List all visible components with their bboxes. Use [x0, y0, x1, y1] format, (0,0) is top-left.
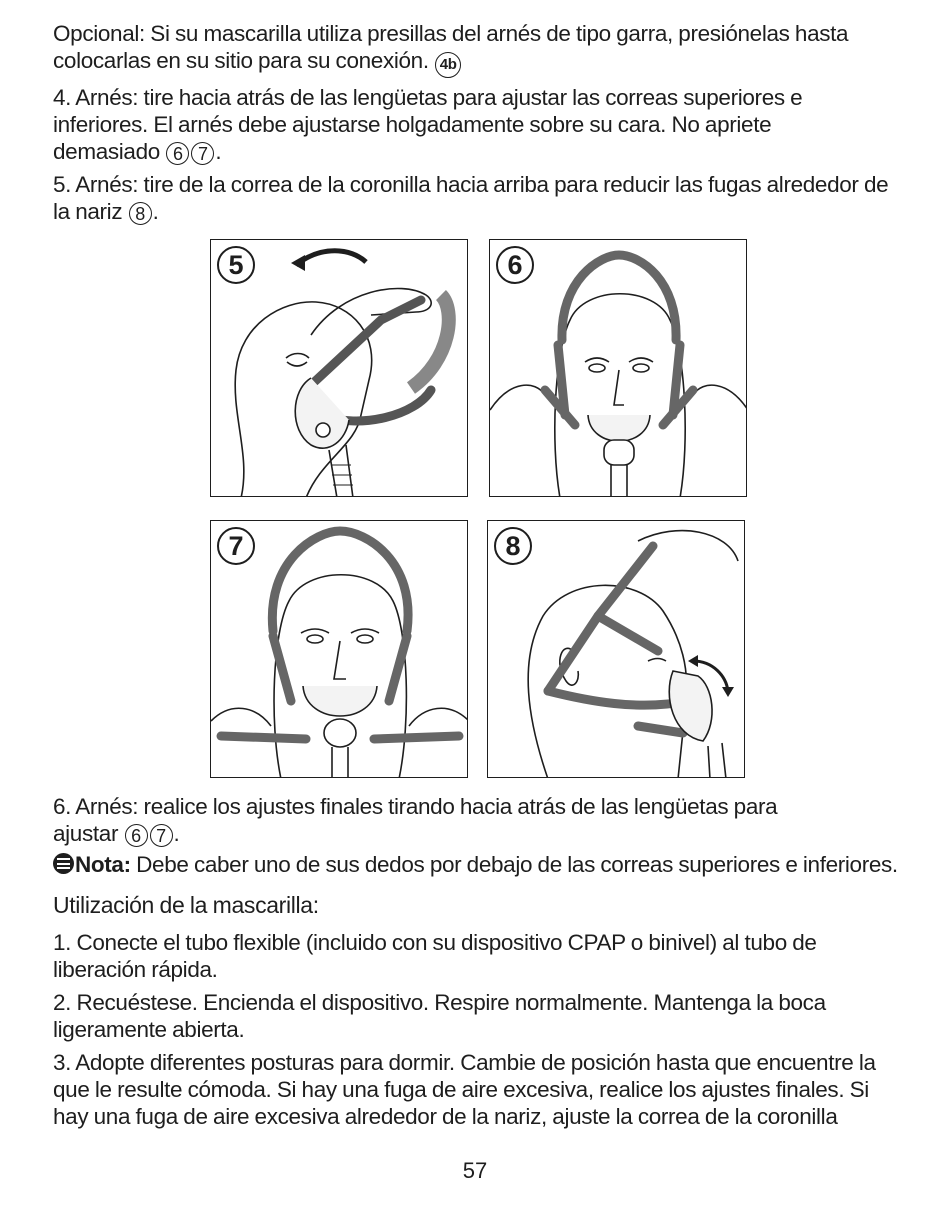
figure-ref-7: 7 [191, 142, 214, 165]
figure-8-panel [487, 520, 745, 778]
figure-ref-6: 6 [166, 142, 189, 165]
figure-6-illustration [490, 240, 747, 497]
step-5-text: 5. Arnés: tire de la correa de la coronilla hacia arriba para reducir las fugas alrededor de la nariz [53, 172, 889, 224]
figure-8-illustration [488, 521, 745, 778]
figure-6-panel [489, 239, 747, 497]
step-4-paragraph: 4. Arnés: tire hacia atrás de las lengüetas para ajustar las correas superiores e inferiores. El arnés debe ajustarse holgadamente sobre su cara. No apriete demasiado 6 7 . [53, 85, 803, 164]
manual-page [53, 20, 898, 1129]
figure-ref-8: 8 [129, 202, 152, 225]
usage-heading: Utilización de la mascarilla: [53, 892, 319, 918]
note-paragraph [53, 851, 898, 878]
note-icon [53, 853, 74, 874]
usage-step-2: 2. Recuéstese. Encienda el dispositivo. Respire normalmente. Mantenga la boca ligeramente abierta. [53, 990, 826, 1042]
optional-paragraph [53, 20, 898, 78]
figure-8-number: 8 [494, 527, 532, 565]
lower-text-block [53, 793, 898, 1130]
page-number: 57 [462, 1158, 488, 1183]
usage-step-1: 1. Conecte el tubo flexible (incluido con su dispositivo CPAP o binivel) al tubo de liberación rápida. [53, 930, 817, 982]
note-text: Debe caber uno de sus dedos por debajo de las correas superiores e inferiores. [130, 852, 898, 877]
step-6-paragraph: 6. Arnés: realice los ajustes finales tirando hacia atrás de las lengüetas para ajustar 6 7 . [53, 794, 778, 846]
figure-ref-4b: 4b [435, 52, 461, 78]
figure-7-panel [210, 520, 468, 778]
optional-text: Si su mascarilla utiliza presillas del arnés de tipo garra, presiónelas hasta colocarlas en su sitio para su conexión. [53, 21, 849, 73]
figure-7-number: 7 [217, 527, 255, 565]
figure-5-panel [210, 239, 468, 497]
usage-step-3: 3. Adopte diferentes posturas para dormir. Cambie de posición hasta que encuentre la que le resulte cómoda. Si hay una fuga de aire excesiva, realice los ajustes finales. Si hay una fuga de aire excesiva alrededor de la nariz, ajuste la correa de la coronilla [53, 1050, 876, 1129]
step-5-paragraph: 5. Arnés: tire de la correa de la coronilla hacia arriba para reducir las fugas alrededor de la nariz 8 . [53, 172, 889, 224]
figure-5-illustration [211, 240, 468, 497]
figure-7-illustration [211, 521, 468, 778]
step-6-text: 6. Arnés: realice los ajustes finales tirando hacia atrás de las lengüetas para ajustar [53, 794, 778, 846]
figure-ref-7b: 7 [150, 824, 173, 847]
optional-label: Opcional: [53, 21, 145, 46]
step-4-text: 4. Arnés: tire hacia atrás de las lengüetas para ajustar las correas superiores e inferiores. El arnés debe ajustarse holgadamente sobre su cara. No apriete demasiado [53, 85, 803, 164]
note-label: Nota: [75, 852, 131, 877]
figure-6-number: 6 [496, 246, 534, 284]
figure-5-number: 5 [217, 246, 255, 284]
figure-ref-6b: 6 [125, 824, 148, 847]
